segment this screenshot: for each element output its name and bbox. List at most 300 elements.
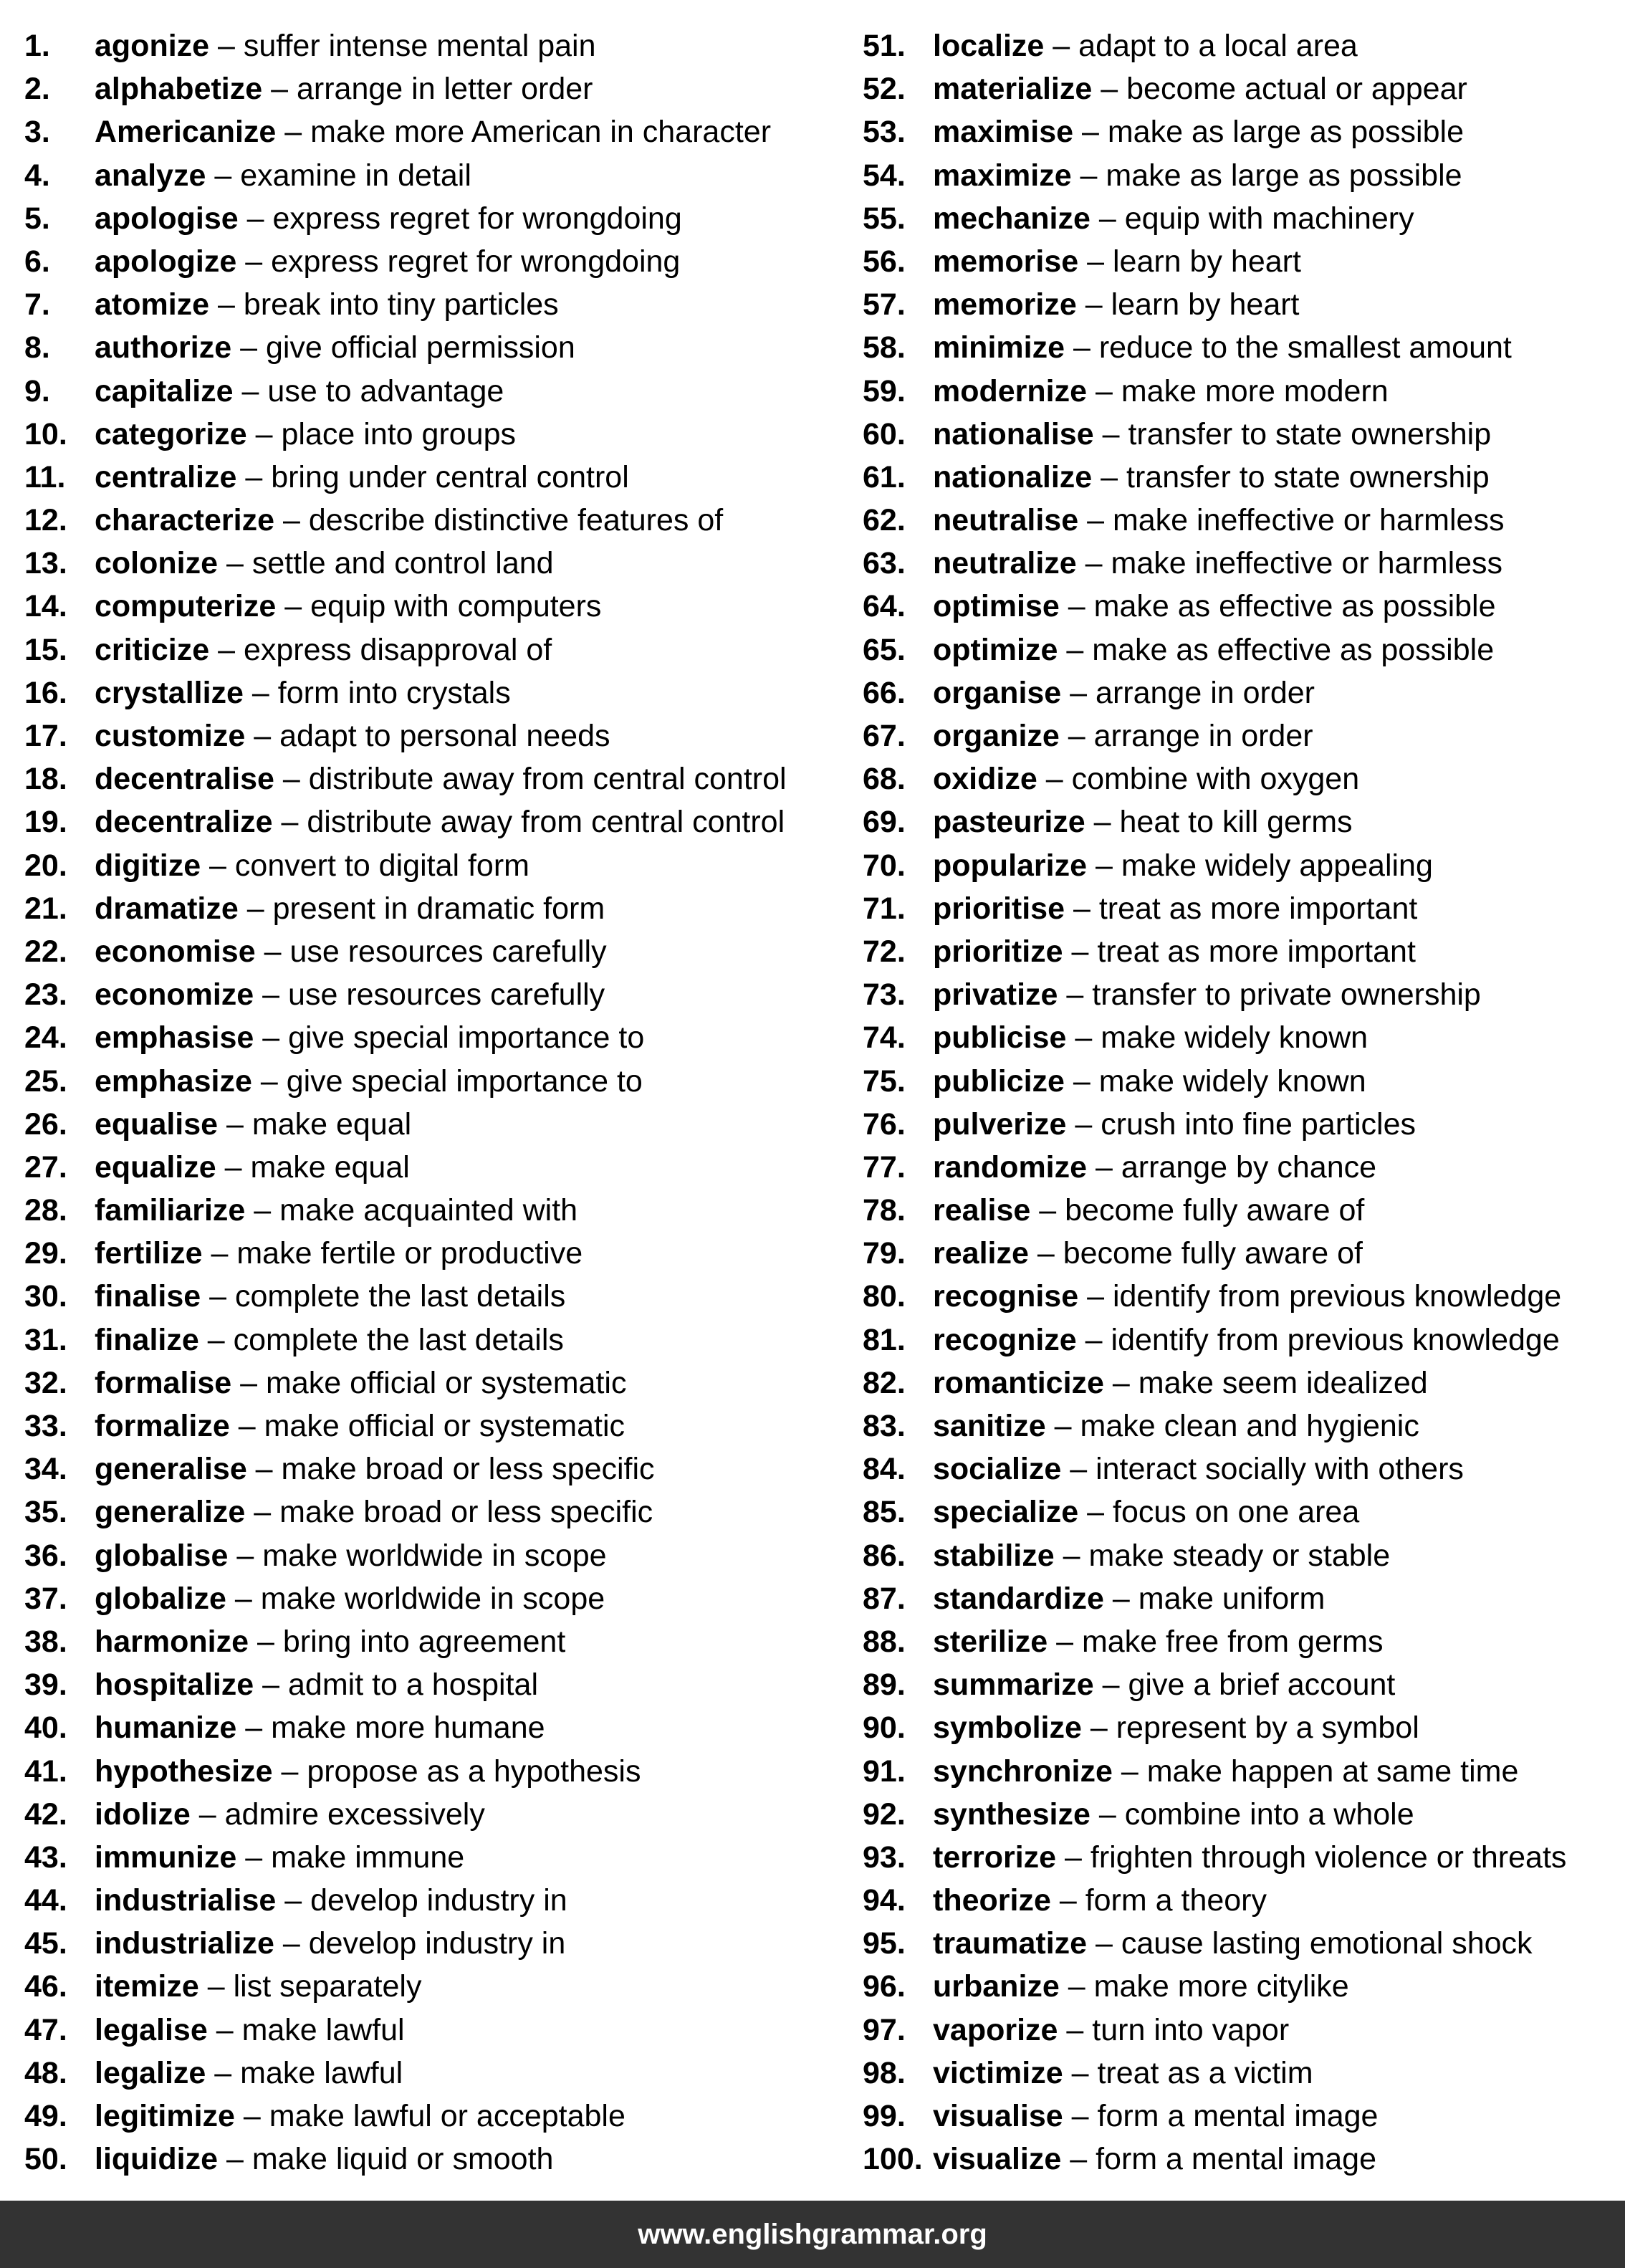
item-separator: –: [243, 675, 278, 710]
item-number: 12.: [24, 503, 67, 538]
item-number: 47.: [24, 2012, 67, 2047]
item-word: recognize: [933, 1322, 1077, 1357]
item-separator: –: [1078, 1279, 1113, 1314]
item-word: summarize: [933, 1667, 1094, 1703]
item-number: 26.: [24, 1106, 67, 1142]
item-separator: –: [209, 287, 244, 322]
item-number: 81.: [863, 1322, 906, 1357]
list-item: [863, 2009, 1622, 2052]
list-item: [24, 1146, 834, 1189]
item-word: customize: [95, 719, 246, 753]
item-separator: –: [202, 1236, 237, 1271]
item-definition: make ineffective or harmless: [1111, 546, 1503, 581]
item-definition: arrange in order: [1096, 675, 1315, 710]
item-number: 72.: [863, 934, 906, 969]
list-item: [24, 24, 834, 67]
item-number: 62.: [863, 503, 906, 538]
item-word: dramatize: [95, 891, 239, 926]
list-item: [863, 2138, 1622, 2181]
item-separator: –: [238, 891, 273, 926]
list-item: [24, 1362, 834, 1405]
item-number: 22.: [24, 934, 67, 969]
item-word: organize: [933, 719, 1060, 753]
list-item: [24, 671, 834, 714]
item-number: 30.: [24, 1279, 67, 1314]
item-definition: become fully aware of: [1065, 1193, 1365, 1228]
item-separator: –: [1103, 1581, 1139, 1616]
list-item: [24, 413, 834, 456]
list-item: [863, 800, 1622, 843]
item-definition: make acquainted with: [279, 1193, 578, 1228]
item-number: 88.: [863, 1624, 906, 1659]
item-word: capitalize: [95, 373, 234, 408]
list-item: [863, 1319, 1622, 1362]
item-separator: –: [1056, 1839, 1090, 1875]
item-word: neutralize: [933, 546, 1077, 581]
item-definition: bring into agreement: [282, 1624, 566, 1659]
item-separator: –: [209, 29, 244, 63]
list-item: [24, 1060, 834, 1103]
item-definition: adapt to a local area: [1078, 29, 1358, 63]
item-word: equalise: [95, 1106, 219, 1142]
item-definition: describe distinctive features of: [308, 503, 724, 538]
item-number: 3.: [24, 115, 50, 150]
item-definition: develop industry in: [310, 1883, 567, 1918]
item-word: realize: [933, 1236, 1029, 1271]
item-number: 91.: [863, 1753, 906, 1789]
item-number: 100.: [863, 2142, 923, 2177]
list-item: [863, 1016, 1622, 1059]
item-number: 36.: [24, 1538, 67, 1573]
item-definition: convert to digital form: [234, 848, 529, 883]
list-item: [24, 1491, 834, 1533]
item-definition: make more humane: [271, 1710, 545, 1746]
list-item: [863, 1922, 1622, 1965]
item-definition: learn by heart: [1112, 244, 1301, 279]
item-definition: make equal: [250, 1149, 410, 1185]
list-item: [863, 1103, 1622, 1146]
item-word: harmonize: [95, 1624, 249, 1659]
list-item: [24, 2095, 834, 2138]
item-definition: list separately: [233, 1969, 422, 2004]
item-separator: –: [245, 1193, 280, 1228]
item-word: popularize: [933, 848, 1088, 883]
list-item: [24, 844, 834, 887]
item-number: 27.: [24, 1149, 67, 1185]
item-word: memorize: [933, 287, 1077, 322]
item-separator: –: [262, 72, 297, 107]
item-word: characterize: [95, 503, 274, 538]
item-number: 41.: [24, 1753, 67, 1789]
item-word: publicize: [933, 1063, 1065, 1099]
item-number: 70.: [863, 848, 906, 883]
item-number: 74.: [863, 1020, 906, 1056]
list-item: [863, 542, 1622, 585]
item-definition: combine with oxygen: [1071, 762, 1360, 797]
item-definition: bring under central control: [271, 459, 629, 494]
item-definition: make official or systematic: [264, 1409, 625, 1443]
item-definition: give special importance to: [286, 1063, 643, 1099]
item-definition: make liquid or smooth: [251, 2142, 554, 2177]
item-definition: arrange by chance: [1121, 1149, 1377, 1185]
item-number: 86.: [863, 1538, 906, 1573]
item-word: neutralise: [933, 503, 1079, 538]
item-number: 46.: [24, 1969, 67, 2004]
item-word: prioritise: [933, 891, 1065, 926]
item-word: apologise: [95, 201, 239, 236]
item-definition: complete the last details: [233, 1322, 564, 1357]
item-separator: –: [238, 201, 273, 236]
item-word: romanticize: [933, 1365, 1104, 1400]
item-number: 77.: [863, 1149, 906, 1185]
item-definition: make widely known: [1098, 1063, 1366, 1099]
list-item: [24, 1663, 834, 1706]
item-separator: –: [246, 1452, 282, 1487]
item-definition: form a theory: [1085, 1883, 1267, 1918]
list-item: [24, 1706, 834, 1749]
list-item: [863, 887, 1622, 930]
item-word: formalize: [95, 1409, 230, 1443]
item-number: 79.: [863, 1236, 906, 1271]
item-word: sanitize: [933, 1409, 1046, 1443]
item-definition: give official permission: [265, 330, 575, 365]
item-separator: –: [226, 1581, 261, 1616]
item-number: 1.: [24, 29, 50, 63]
item-separator: –: [1093, 1667, 1128, 1703]
item-definition: learn by heart: [1111, 287, 1300, 322]
item-number: 63.: [863, 546, 906, 581]
item-word: standardize: [933, 1581, 1104, 1616]
item-definition: equip with machinery: [1124, 201, 1414, 236]
list-item: [24, 887, 834, 930]
footer-url[interactable]: www.englishgrammar.org: [638, 2218, 987, 2250]
item-definition: make ineffective or harmless: [1112, 503, 1505, 538]
item-definition: make broad or less specific: [279, 1495, 653, 1530]
item-definition: make as effective as possible: [1093, 589, 1496, 624]
item-word: pasteurize: [933, 805, 1085, 840]
list-item: [24, 197, 834, 240]
list-item: [863, 1232, 1622, 1275]
item-word: liquidize: [95, 2142, 218, 2177]
item-definition: make widely appealing: [1121, 848, 1433, 883]
item-separator: –: [1078, 1495, 1113, 1530]
item-number: 76.: [863, 1106, 906, 1142]
list-item: [863, 1706, 1622, 1749]
item-number: 17.: [24, 719, 67, 753]
item-definition: make immune: [271, 1839, 465, 1875]
item-separator: –: [1061, 2142, 1096, 2177]
list-item: [24, 585, 834, 628]
item-separator: –: [231, 330, 266, 365]
item-word: optimise: [933, 589, 1060, 624]
item-word: maximise: [933, 115, 1074, 150]
item-separator: –: [276, 115, 311, 150]
item-separator: –: [1044, 29, 1079, 63]
item-number: 58.: [863, 330, 906, 365]
list-item: [863, 1448, 1622, 1491]
list-item: [863, 456, 1622, 499]
item-definition: transfer to state ownership: [1126, 459, 1490, 494]
item-separator: –: [229, 1409, 264, 1443]
item-number: 29.: [24, 1236, 67, 1271]
item-word: centralize: [95, 459, 237, 494]
item-definition: become actual or appear: [1126, 72, 1467, 107]
item-separator: –: [236, 1839, 272, 1875]
item-definition: give special importance to: [288, 1020, 645, 1056]
item-number: 13.: [24, 546, 67, 581]
item-word: oxidize: [933, 762, 1037, 797]
item-number: 66.: [863, 675, 906, 710]
item-separator: –: [1063, 934, 1098, 969]
item-word: industrialise: [95, 1883, 277, 1918]
item-separator: –: [234, 2099, 269, 2133]
item-separator: –: [233, 373, 268, 408]
item-definition: make equal: [251, 1106, 412, 1142]
item-word: privatize: [933, 977, 1058, 1013]
item-number: 89.: [863, 1667, 906, 1703]
list-item: [24, 1577, 834, 1620]
list-item: [24, 1448, 834, 1491]
list-item: [24, 240, 834, 283]
item-number: 7.: [24, 287, 50, 322]
item-number: 11.: [24, 459, 66, 494]
item-separator: –: [236, 1710, 272, 1746]
item-separator: –: [272, 805, 307, 840]
list-item: [863, 1060, 1622, 1103]
item-separator: –: [1087, 1149, 1121, 1185]
item-word: legalise: [95, 2012, 208, 2047]
item-word: pulverize: [933, 1106, 1067, 1142]
item-number: 10.: [24, 416, 67, 451]
item-separator: –: [1058, 632, 1093, 667]
item-definition: turn into vapor: [1092, 2012, 1290, 2047]
item-definition: equip with computers: [310, 589, 602, 624]
item-definition: interact socially with others: [1096, 1452, 1464, 1487]
item-number: 84.: [863, 1452, 906, 1487]
list-item: [863, 1189, 1622, 1232]
item-definition: use resources carefully: [288, 977, 605, 1013]
item-separator: –: [254, 1667, 289, 1703]
item-definition: treat as more important: [1097, 934, 1416, 969]
item-word: colonize: [95, 546, 219, 581]
item-definition: make clean and hygienic: [1080, 1409, 1419, 1443]
item-number: 40.: [24, 1710, 67, 1746]
item-definition: adapt to personal needs: [279, 719, 610, 753]
item-word: minimize: [933, 330, 1065, 365]
item-definition: make official or systematic: [266, 1365, 627, 1400]
list-item: [863, 2052, 1622, 2095]
item-separator: –: [201, 848, 235, 883]
item-separator: –: [198, 1322, 234, 1357]
item-separator: –: [1058, 2012, 1093, 2047]
item-separator: –: [218, 1106, 252, 1142]
item-separator: –: [1087, 848, 1121, 883]
item-number: 14.: [24, 589, 67, 624]
list-item: [863, 1620, 1622, 1663]
item-number: 75.: [863, 1063, 906, 1099]
item-number: 53.: [863, 115, 906, 150]
item-word: emphasize: [95, 1063, 252, 1099]
list-item: [24, 326, 834, 369]
item-word: nationalise: [933, 416, 1094, 451]
list-item: [863, 1750, 1622, 1793]
item-word: globalize: [95, 1581, 226, 1616]
item-separator: –: [1090, 201, 1125, 236]
item-separator: –: [1073, 115, 1108, 150]
list-item: [24, 370, 834, 413]
item-definition: make lawful: [240, 2055, 403, 2090]
item-separator: –: [1103, 1365, 1139, 1400]
item-number: 96.: [863, 1969, 906, 2004]
item-number: 61.: [863, 459, 906, 494]
list-item: [24, 1836, 834, 1879]
item-separator: –: [1112, 1753, 1147, 1789]
item-definition: form into crystals: [277, 675, 511, 710]
item-separator: –: [274, 762, 309, 797]
item-number: 87.: [863, 1581, 906, 1616]
item-separator: –: [207, 2012, 242, 2047]
item-separator: –: [1048, 1624, 1082, 1659]
list-item: [863, 499, 1622, 542]
item-separator: –: [206, 158, 241, 193]
item-word: specialize: [933, 1495, 1079, 1530]
item-word: nationalize: [933, 459, 1093, 494]
list-item: [863, 326, 1622, 369]
item-number: 95.: [863, 1926, 906, 1961]
list-item: [863, 930, 1622, 973]
item-number: 9.: [24, 373, 50, 408]
item-word: familiarize: [95, 1193, 246, 1228]
item-number: 43.: [24, 1839, 67, 1875]
item-definition: make fertile or productive: [236, 1236, 583, 1271]
item-separator: –: [209, 632, 244, 667]
item-separator: –: [254, 1020, 289, 1056]
item-word: publicise: [933, 1020, 1067, 1056]
item-separator: –: [274, 503, 309, 538]
item-definition: break into tiny particles: [243, 287, 559, 322]
item-definition: use resources carefully: [289, 934, 607, 969]
item-number: 80.: [863, 1279, 906, 1314]
item-separator: –: [1045, 1409, 1080, 1443]
item-word: economize: [95, 977, 254, 1013]
item-number: 50.: [24, 2142, 67, 2177]
list-item: [863, 1879, 1622, 1922]
item-number: 60.: [863, 416, 906, 451]
item-separator: –: [1076, 287, 1111, 322]
list-item: [863, 1491, 1622, 1533]
item-number: 28.: [24, 1193, 67, 1228]
item-separator: –: [1063, 2055, 1098, 2090]
item-number: 4.: [24, 158, 50, 193]
list-item: [863, 370, 1622, 413]
item-separator: –: [1066, 1020, 1101, 1056]
item-separator: –: [276, 589, 311, 624]
item-number: 37.: [24, 1581, 67, 1616]
item-separator: –: [1065, 891, 1099, 926]
list-item: [24, 1965, 834, 2008]
item-definition: make more American in character: [310, 115, 772, 150]
item-number: 65.: [863, 632, 906, 667]
item-number: 83.: [863, 1409, 906, 1443]
item-separator: –: [201, 1279, 235, 1314]
item-definition: propose as a hypothesis: [307, 1753, 641, 1789]
item-definition: suffer intense mental pain: [243, 29, 596, 63]
item-number: 92.: [863, 1796, 906, 1832]
list-item: [863, 67, 1622, 110]
item-definition: treat as a victim: [1097, 2055, 1313, 2090]
item-word: organise: [933, 675, 1062, 710]
item-word: localize: [933, 29, 1045, 63]
item-word: Americanize: [95, 115, 277, 150]
list-item: [863, 413, 1622, 456]
item-definition: place into groups: [281, 416, 517, 451]
list-item: [24, 1620, 834, 1663]
item-number: 73.: [863, 977, 906, 1013]
item-number: 6.: [24, 244, 50, 279]
list-item: [24, 1534, 834, 1577]
item-number: 68.: [863, 762, 906, 797]
item-separator: –: [236, 244, 272, 279]
item-separator: –: [251, 1063, 287, 1099]
item-definition: frighten through violence or threats: [1090, 1839, 1567, 1875]
item-word: sterilize: [933, 1624, 1048, 1659]
item-separator: –: [1059, 589, 1094, 624]
item-definition: transfer to private ownership: [1092, 977, 1481, 1013]
item-word: generalize: [95, 1495, 246, 1530]
list-item: [863, 1362, 1622, 1405]
item-separator: –: [1058, 977, 1093, 1013]
item-definition: express regret for wrongdoing: [272, 201, 682, 236]
list-item: [24, 757, 834, 800]
item-number: 56.: [863, 244, 906, 279]
list-item: [24, 499, 834, 542]
list-item: [24, 110, 834, 153]
item-separator: –: [255, 934, 290, 969]
item-definition: heat to kill germs: [1119, 805, 1353, 840]
item-word: randomize: [933, 1149, 1088, 1185]
item-separator: –: [236, 459, 272, 494]
item-separator: –: [274, 1926, 309, 1961]
list-item: [24, 973, 834, 1016]
item-word: vaporize: [933, 2012, 1058, 2047]
item-separator: –: [1037, 762, 1072, 797]
item-definition: form a mental image: [1096, 2142, 1377, 2177]
item-number: 78.: [863, 1193, 906, 1228]
item-separator: –: [1081, 1710, 1116, 1746]
item-separator: –: [1066, 1106, 1101, 1142]
item-definition: identify from previous knowledge: [1111, 1322, 1560, 1357]
item-number: 90.: [863, 1710, 906, 1746]
list-item: [863, 1534, 1622, 1577]
item-number: 31.: [24, 1322, 67, 1357]
item-number: 45.: [24, 1926, 67, 1961]
item-number: 59.: [863, 373, 906, 408]
list-item: [863, 197, 1622, 240]
item-word: itemize: [95, 1969, 199, 2004]
item-definition: distribute away from central control: [308, 762, 787, 797]
item-separator: –: [228, 1538, 263, 1573]
item-word: realise: [933, 1193, 1031, 1228]
list-item: [24, 800, 834, 843]
item-word: alphabetize: [95, 72, 263, 107]
item-word: materialize: [933, 72, 1093, 107]
item-definition: make as large as possible: [1107, 115, 1464, 150]
item-separator: –: [1050, 1883, 1085, 1918]
item-word: optimize: [933, 632, 1058, 667]
item-separator: –: [1092, 459, 1127, 494]
item-definition: make more citylike: [1093, 1969, 1349, 2004]
item-separator: –: [1093, 416, 1128, 451]
